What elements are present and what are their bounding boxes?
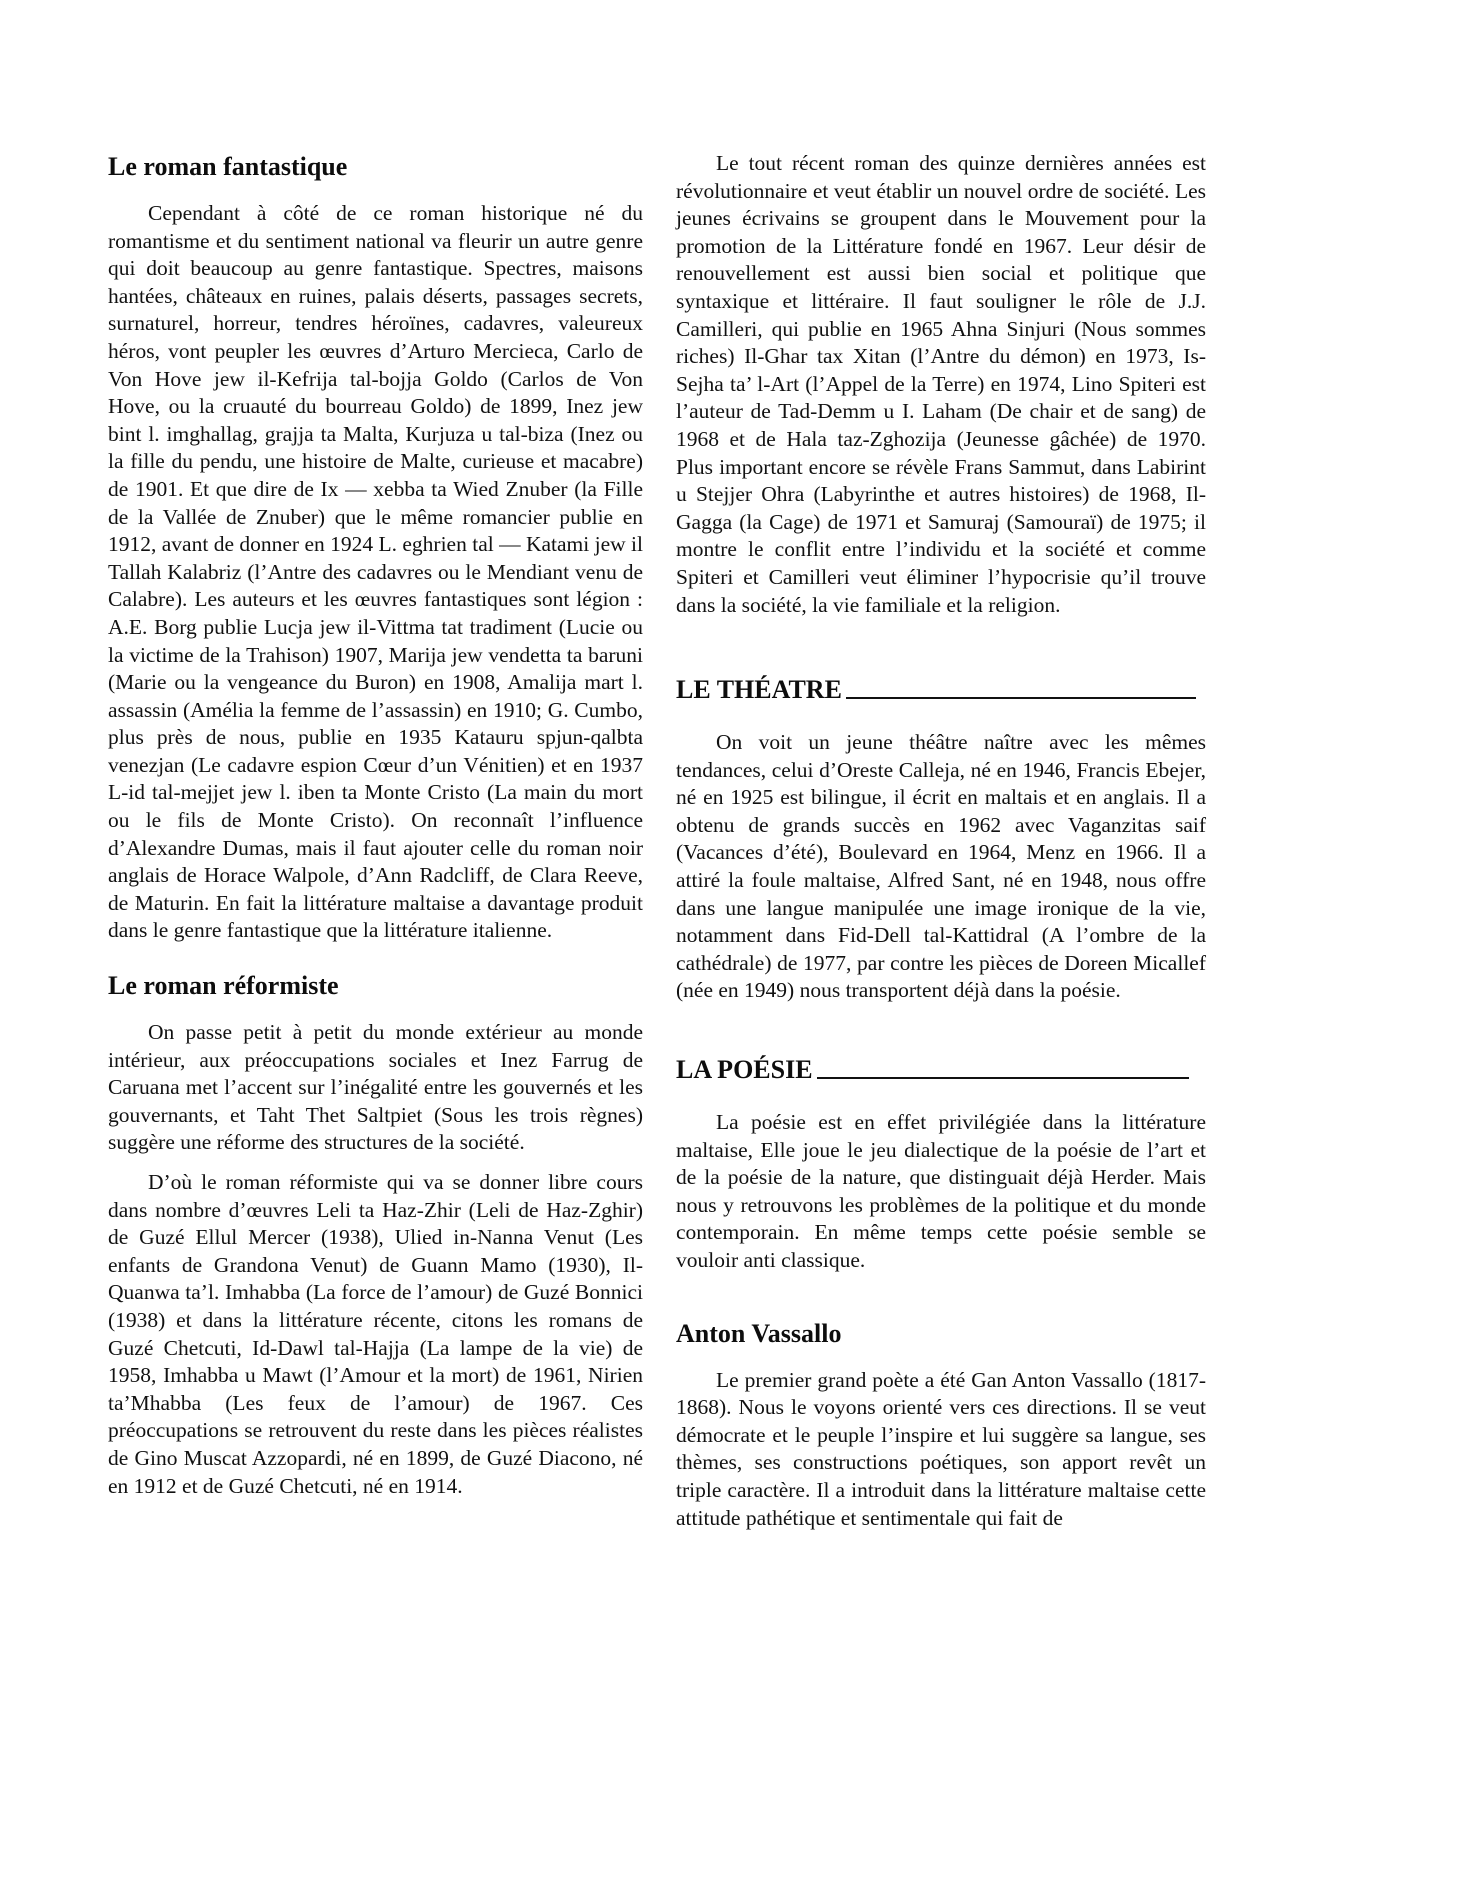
left-column — [108, 150, 643, 1512]
right-column — [676, 150, 1206, 1544]
paragraph-roman-fantastique: Cependant à côté de ce roman historique né du romantisme et du sentiment national va fleurir un autre genre qui doit beaucoup au genre fantastique. Spectres, maisons hantées, châteaux en ruines, palais déserts, passages secrets, surnaturel, horreur, tendres héroïnes, cadavres, valeureux héros, vont peupler les œuvres d’Arturo Mercieca, Carlo de Von Hove jew il-Kefrija tal-bojja Goldo (Carlos de Von Hove, ou la cruauté du bourreau Goldo) de 1899, Inez jew bint l. imghallag, grajja ta Malta, Kurjuza u tal-biza (Inez ou la fille du pendu, une histoire de Malte, curieuse et macabre) de 1901. Et que dire de Ix — xebba ta Wied Znuber (la Fille de la Vallée de Znuber) que le même romancier publie en 1912, avant de donner en 1924 L. eghrien tal — Katami jew il Tallah Kalabriz (l’Antre des cadavres ou le Mendiant venu de Calabre). Les auteurs et les œuvres fantastiques sont légion : A.E. Borg publie Lucja jew il-Vittma tat tradiment (Lucie ou la victime de la Trahison) 1907, Marija jew vendetta ta baruni (Marie ou la vengeance du Buron) en 1908, Amalija mart l. assassin (Amélia la femme de l’assassin) en 1910; G. Cumbo, plus près de nous, publie en 1935 Katauru spjun-qalbta venezjan (Le cadavre espion Cœur d’un Vénitien) et en 1937 L-id tal-mejjet jew l. iben ta Monte Cristo (La main du mort ou le fils de Monte Cristo). On reconnaît l’influence d’Alexandre Dumas, mais il faut ajouter celle du roman noir anglais de Horace Walpole, d’Ann Radcliff, de Clara Reeve, de Maturin. En fait la littérature maltaise a davantage produit dans le genre fantastique que la littérature italienne. — [108, 201, 643, 943]
heading-theatre — [676, 673, 1206, 707]
heading-poesie — [676, 1053, 1206, 1087]
paragraph-poesie: La poésie est en effet privilégiée dans la littérature maltaise, Elle joue le jeu dialectique de la poésie de l’art et de la poésie de la nature, que distinguait déjà Herder. Mais nous y retrouvons les problèmes de la politique et du monde contemporain. En même temps cette poésie semble se vouloir anti classique. — [676, 1110, 1206, 1272]
heading-poesie-text: LA POÉSIE — [676, 1055, 813, 1085]
paragraph-reformiste-1: On passe petit à petit du monde extérieur au monde intérieur, aux préoccupations sociales et Inez Farrug de Caruana met l’accent sur l’inégalité entre les gouvernés et les gouvernants, et Taht Thet Saltpiet (Sous les trois règnes) suggère une réforme des structures de la société. — [108, 1020, 643, 1155]
heading-roman-fantastique: Le roman fantastique — [108, 152, 348, 181]
heading-theatre-text: LE THÉATRE — [676, 675, 842, 705]
paragraph-theatre: On voit un jeune théâtre naître avec les mêmes tendances, celui d’Oreste Calleja, né en 1946, Francis Ebejer, né en 1925 est bilingue, il écrit en maltais et en anglais. Il a obtenu de grands succès en 1962 avec Vaganzitas saif (Vacances d’été), Boulevard en 1964, Menz en 1966. Il a attiré la foule maltaise, Alfred Sant, né en 1948, nous offre dans une langue manipulée une image ironique de la vie, notamment dans Fid-Dell tal-Kattidral (A l’ombre de la cathédrale) de 1977, par contre les pièces de Doreen Micallef (née en 1949) nous transportent déjà dans la poésie. — [676, 730, 1206, 1003]
heading-rule — [846, 697, 1196, 699]
paragraph-roman-recent: Le tout récent roman des quinze dernières années est révolutionnaire et veut établir un nouvel ordre de société. Les jeunes écrivains se groupent dans le Mouvement pour la promotion de la Littérature fondé en 1967. Leur désir de renouvellement est aussi bien social et politique que syntaxique et littéraire. Il faut souligner le rôle de J.J. Camilleri, qui publie en 1965 Ahna Sinjuri (Nous sommes riches) Il-Ghar tax Xitan (l’Antre du démon) en 1973, Is-Sejha ta’ l-Art (l’Appel de la Terre) en 1974, Lino Spiteri est l’auteur de Tad-Demm u I. Laham (De chair et de sang) de 1968 et de Hala taz-Zghozija (Jeunesse gâchée) de 1970. Plus important encore se révèle Frans Sammut, dans Labirint u Stejjer Ohra (Labyrinthe et autres histoires) de 1968, Il-Gagga (la Cage) de 1971 et Samuraj (Samouraï) de 1975; il montre le conflit entre l’individu et la société et comme Spiteri et Camilleri veut éliminer l’hypocrisie qu’il trouve dans la société, la vie familiale et la religion. — [676, 151, 1206, 617]
heading-rule — [817, 1077, 1189, 1079]
paragraph-vassallo: Le premier grand poète a été Gan Anton Vassallo (1817-1868). Nous le voyons orienté vers ces directions. Il se veut démocrate et le peuple l’inspire et lui suggère sa langue, ses thèmes, ses constructions poétiques, son apport revêt un triple caractère. Il a introduit dans la littérature maltaise cette attitude pathétique et sentimentale qui fait de — [676, 1367, 1206, 1530]
heading-roman-reformiste: Le roman réformiste — [108, 971, 339, 1001]
heading-anton-vassallo: Anton Vassallo — [676, 1318, 842, 1348]
paragraph-reformiste-2: D’où le roman réformiste qui va se donner libre cours dans nombre d’œuvres Leli ta Haz-Zhir (Leli de Haz-Zghir) de Guzé Ellul Mercer (1938), Ulied in-Nanna Venut (Les enfants de Grandona Venut) de Guann Mamo (1930), Il-Quanwa ta’l. Imhabba (La force de l’amour) de Guzé Bonnici (1938) et dans la littérature récente, citons les romans de Guzé Chetcuti, Id-Dawl tal-Hajja (La lampe de la vie) de 1958, Imhabba u Mawt (l’Amour et la mort) de 1961, Nirien ta’Mhabba (Les feux de l’amour) de 1967. Ces préoccupations se retrouvent du reste dans les pièces réalistes de Gino Muscat Azzopardi, né en 1899, de Guzé Diacono, né en 1912 et de Guzé Chetcuti, né en 1914. — [108, 1170, 643, 1498]
